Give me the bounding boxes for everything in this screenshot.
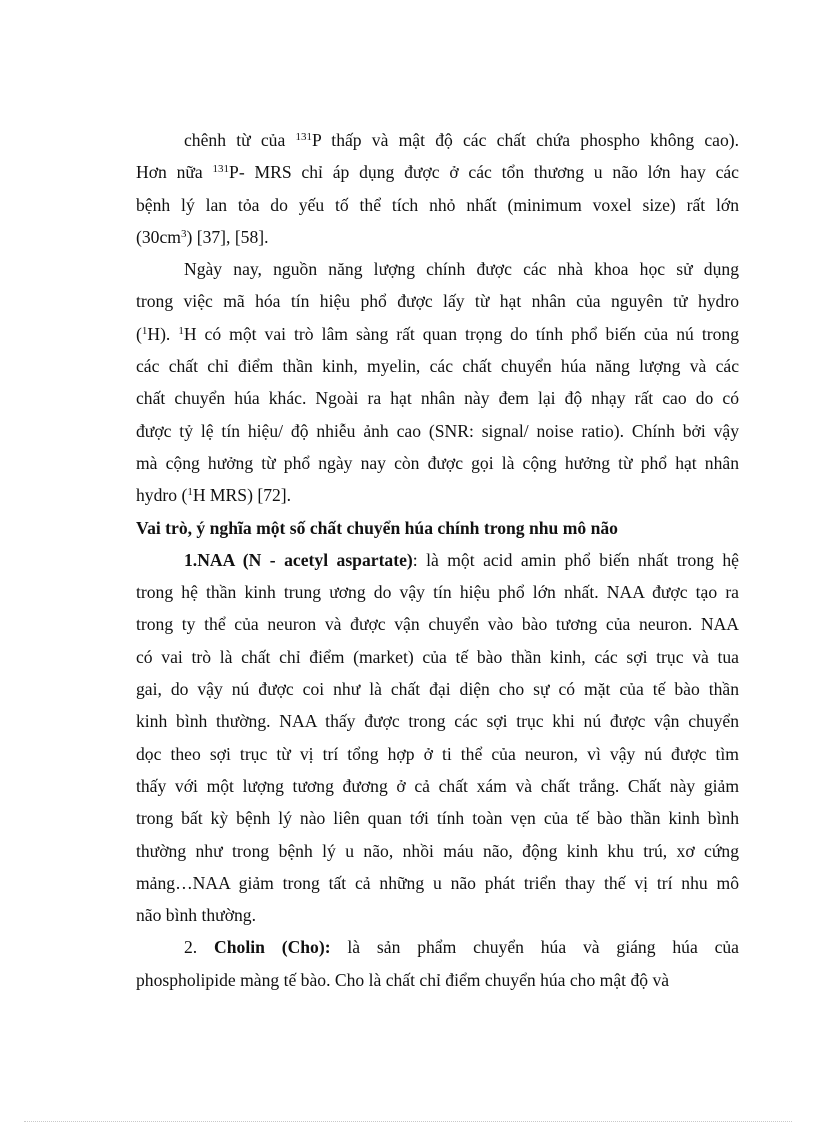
page-bottom-divider [24, 1121, 792, 1122]
paragraph-2-line: chất chuyển húa khác. Ngoài ra hạt nhân này đem lại độ nhạy rất cao do có [136, 388, 739, 409]
paragraph-3-line: kinh bình thường. NAA thấy được trong các sợi trục khi nú được vận chuyển [136, 711, 739, 732]
paragraph-3-line: trong hệ thần kinh trung ương do vậy tín hiệu phổ lớn nhất. NAA được tạo ra [136, 582, 739, 603]
paragraph-3-line: dọc theo sợi trục từ vị trí tổng hợp ở ti thể của neuron, vì vậy nú được tìm [136, 743, 739, 764]
document-page [136, 124, 739, 996]
paragraph-2-line: các chất chỉ điểm thần kinh, myelin, các chất chuyển húa năng lượng và các [136, 356, 739, 377]
paragraph-2-line: trong việc mã hóa tín hiệu phổ được lấy từ hạt nhân của nguyên tử hydro [136, 291, 739, 312]
paragraph-2-line: hydro ($^1$H MRS) [72]. [136, 485, 292, 506]
paragraph-3-line: trong ty thể của neuron và được vận chuyển vào bào tương của neuron. NAA [136, 614, 739, 635]
paragraph-3-line: gai, do vậy nú được coi như là chất đại diện cho sự có mặt của tế bào thần [136, 679, 739, 700]
paragraph-3-line: 1.NAA (N - acetyl aspartate): là một acid amin phổ biến nhất trong hệ [184, 549, 739, 570]
paragraph-4-line: 2. Cholin (Cho): là sản phẩm chuyển húa và giáng húa của [184, 937, 739, 958]
paragraph-3-line: trong bất kỳ bệnh lý nào liên quan tới tính toàn vẹn của tế bào thần kinh bình [136, 808, 739, 829]
paragraph-2-line: được tỷ lệ tín hiệu/ độ nhiễu ảnh cao (SNR: signal/ noise ratio). Chính bởi vậy [136, 420, 739, 441]
paragraph-3-line: có vai trò là chất chỉ điểm (market) của tế bào thần kinh, các sợi trục và tua [136, 646, 739, 667]
section-heading: Vai trò, ý nghĩa một số chất chuyển húa chính trong nhu mô não [136, 517, 618, 538]
paragraph-1-line: $(30cm^3)$ [37], [58]. [136, 226, 269, 247]
paragraph-3-line: thấy với một lượng tương đương ở cả chất xám và chất trắng. Chất này giảm [136, 775, 739, 796]
paragraph-3-line: não bình thường. [136, 905, 256, 926]
paragraph-1-line: bệnh lý lan tỏa do yếu tố thể tích nhỏ nhất (minimum voxel size) rất lớn [136, 194, 739, 215]
paragraph-4-line: phospholipide màng tế bào. Cho là chất chỉ điểm chuyển húa cho mật độ và [136, 969, 670, 990]
paragraph-2-line: Ngày nay, nguồn năng lượng chính được các nhà khoa học sử dụng [184, 259, 739, 280]
paragraph-3-line: mảng…NAA giảm trong tất cả những u não phát triển thay thế vị trí nhu mô [136, 872, 739, 893]
paragraph-3-line: thường như trong bệnh lý u não, nhồi máu não, động kinh khu trú, xơ cứng [136, 840, 739, 861]
paragraph-1-line: chênh từ của $^{131}$P thấp và mật độ các chất chứa phospho không cao). [184, 130, 739, 150]
paragraph-1-line: Hơn nữa $^{131}$P- MRS chỉ áp dụng được ở các tổn thương u não lớn hay các [136, 162, 739, 183]
paragraph-2-line: mà cộng hưởng từ phổ ngày nay còn được gọi là cộng hưởng từ phổ hạt nhân [136, 452, 739, 473]
paragraph-2-line: ($^1$H). $^1$H có một vai trò lâm sàng rất quan trọng do tính phổ biến của nú trong [136, 323, 739, 344]
